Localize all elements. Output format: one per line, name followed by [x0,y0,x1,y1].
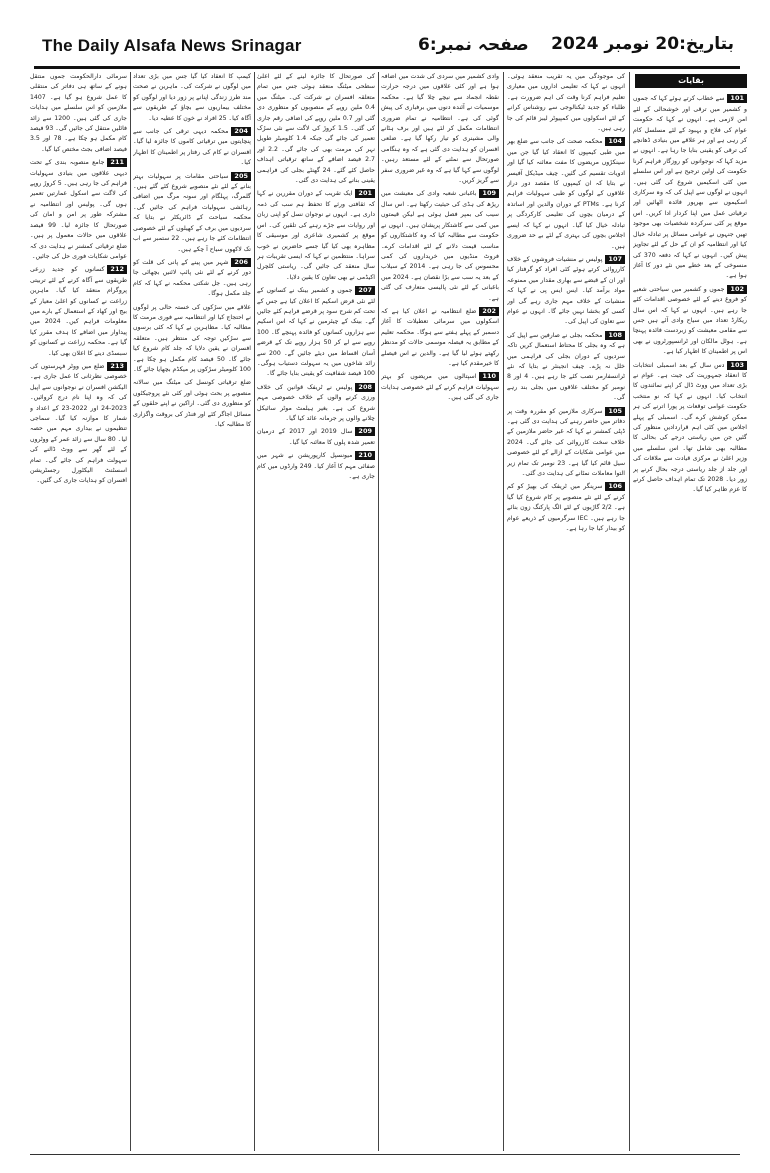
article-paragraph [507,407,625,480]
article-paragraph [257,189,375,283]
article-text: سرینگر میں ٹریفک کی بھیڑ کو کم کرنے کے لئے نئے منصوبے پر کام شروع کیا گیا ہے۔ 2/2 گاڑیوں کے لئے الگ پارکنگ زون بنائے جا رہے ہیں۔ IEC سرگرمیوں کے ذریعے عوام کو بیدار کیا جا رہا ہے۔ [507,483,625,533]
article-text: سال 2019 اور 2017 کے درمیان تعمیر شدہ پلوں کا معائنہ کیا گیا۔ [257,428,375,446]
article-text: ایک تقریب کے دوران مقررین نے کہا کہ ثقافتی ورثے کا تحفظ ہم سب کی ذمہ داری ہے۔ انہوں نے نوجوان نسل کو اپنی زبان اور روایات سے جڑے رہنے کی تلقین کی۔ اس موقع پر کشمیری شاعری اور موسیقی کا مظاہرہ بھی کیا گیا جسے حاضرین نے خوب سراہا۔ منتظمین نے کہا کہ ایسی تقریبات ہر سال منعقد کی جائیں گی۔ ریاستی کلچرل اکیڈمی نے بھی تعاون کا یقین دلایا۔ [257,190,375,281]
article-paragraph [30,265,127,359]
continuation-number: 201 [355,189,375,198]
header-rule [34,66,740,69]
article-paragraph [133,378,251,430]
masthead [34,30,740,64]
article-text: جامع منصوبہ بندی کے تحت دیہی علاقوں میں بنیادی سہولیات فراہم کی جا رہی ہیں۔ 5 کروڑ روپے کی لاگت سے اسکول عمارتیں تعمیر ہوں گی۔ پولیس اور انتظامیہ نے مشترکہ طور پر امن و امان کی صورتحال کا جائزہ لیا۔ 99 فیصد علاقوں میں حالات معمول پر ہیں۔ ضلع ترقیاتی کمشنر نے ہدایت دی کہ عوامی شکایات فوری حل کی جائیں۔ [30,159,127,260]
article-text: محکمہ بجلی نے صارفین سے اپیل کی ہے کہ وہ بجلی کا محتاط استعمال کریں تاکہ سردیوں کے دوران بجلی کی فراہمی میں خلل نہ پڑے۔ چیف انجینئر نے بتایا کہ نئے ٹرانسفارمر نصب کئے جا رہے ہیں۔ 4 اور 8 نومبر کو مختلف علاقوں میں بجلی بند رہے گی۔ [507,331,625,402]
column-5 [133,72,251,1151]
section-title: بقایات [635,74,747,88]
article-paragraph [633,285,747,358]
column-divider [629,72,630,1151]
article-paragraph [133,303,251,376]
article-paragraph [381,189,499,303]
continuation-number: 106 [605,482,625,491]
article-text: ضلع ترقیاتی کونسل کی میٹنگ میں سالانہ منصوبے پر بحث ہوئی اور کئی نئے پروجیکٹوں کو منظوری دی گئی۔ اراکین نے اپنے حلقوں کے مسائل اجاگر کئے اور فنڈز کی بروقت واگزاری کا مطالبہ کیا۔ [133,379,251,428]
article-text: سیاحتی مقامات پر سہولیات بہتر بنانے کے لئے نئے منصوبے شروع کئے گئے ہیں۔ گلمرگ، پہلگام اور سونہ مرگ میں اضافی رہائشی سہولیات فراہم کی جائیں گی۔ محکمہ سیاحت کے ڈائریکٹر نے بتایا کہ سردیوں میں برف کے کھیلوں کے لئے خصوصی انتظامات کئے جا رہے ہیں۔ 22 ستمبر سے اب تک لاکھوں سیاح آ چکے ہیں۔ [133,172,251,253]
continuation-number: 108 [605,331,625,340]
article-text: سے خطاب کرتے ہوئے کہا کہ جموں و کشمیر میں ترقی اور خوشحالی کے لئے امن لازمی ہے۔ انہوں نے کہا کہ حکومت عوام کی فلاح و بہبود کے لئے مسلسل کام کر رہی ہے اور ہر علاقے میں بنیادی ڈھانچے کی ترقی کو یقینی بنایا جا رہا ہے۔ انہوں نے مزید کہا کہ نوجوانوں کو روزگار فراہم کرنا حکومت کی اولین ترجیح ہے اور اس سلسلے میں کئی اسکیمیں شروع کی گئی ہیں۔ انہوں نے لوگوں سے اپیل کی کہ وہ سرکاری اسکیموں سے بھرپور فائدہ اٹھائیں اور ترقیاتی عمل میں اپنا کردار ادا کریں۔ اس موقع پر کئی سرکردہ شخصیات بھی موجود تھیں جنہوں نے عوامی مسائل پر تبادلہ خیال کیا اور انتظامیہ کو ان کے حل کے لئے تجاویز پیش کیں۔ انہوں نے کہا کہ دفعہ 370 کی منسوخی کے بعد خطے میں نئے دور کا آغاز ہوا ہے۔ [633,95,747,280]
article-text: جموں و کشمیر میں سیاحتی شعبے کو فروغ دینے کے لئے خصوصی اقدامات کئے جا رہے ہیں۔ انہوں نے کہا کہ اس سال ریکارڈ تعداد میں سیاح وادی آئے ہیں جس سے مقامی معیشت کو زبردست فائدہ پہنچا ہے۔ ہوٹل مالکان اور ٹرانسپورٹروں نے بھی اس پر اطمینان کا اظہار کیا ہے۔ [633,285,747,356]
continuation-number: 210 [355,451,375,460]
column-6 [30,72,127,1151]
article-paragraph [507,331,625,404]
article-text: ضلع میں ووٹر فہرستوں کی خصوصی نظرثانی کا عمل جاری ہے۔ الیکشن افسران نے نوجوانوں سے اپیل کی کہ وہ اپنا نام درج کروائیں۔ 2023-24 اور 2022-23 کے اعداد و شمار کا موازنہ کیا گیا۔ سماجی تنظیموں نے بیداری مہم میں حصہ لیا۔ 80 سال سے زائد عمر کے ووٹروں کے لئے گھر سے ووٹ ڈالنے کی سہولت فراہم کی جائے گی۔ تمام اسسٹنٹ الیکٹورل رجسٹریشن افسران کو ہدایات جاری کی گئیں۔ [30,362,127,485]
column-1 [633,72,747,1151]
continuation-number: 109 [479,189,499,198]
article-paragraph [257,72,375,186]
article-paragraph [133,258,251,300]
article-paragraph [507,137,625,251]
article-paragraph [633,361,747,496]
article-paragraph [257,451,375,482]
article-paragraph [133,127,251,169]
article-paragraph [381,307,499,369]
article-paragraph [633,94,747,281]
article-paragraph [257,427,375,448]
article-text: سرکاری ملازمین کو مقررہ وقت پر دفاتر میں حاضر رہنے کی ہدایت دی گئی ہے۔ ڈپٹی کمشنر نے کہا کہ غیر حاضر ملازمین کے خلاف سخت کارروائی کی جائے گی۔ 2024 میں عوامی شکایات کے ازالے کے لئے خصوصی سیل قائم کیا گیا ہے۔ 23 نومبر تک تمام زیر التوا معاملات نمٹانے کی ہدایت دی گئی۔ [507,407,625,478]
column-4 [257,72,375,1151]
article-text: سرمائی دارالحکومت جموں منتقل ہونے کے ساتھ ہی دفاتر کی منتقلی کا عمل شروع ہو گیا ہے۔ 1407 ملازمین کو اس سلسلے میں ہدایات جاری کی گئی ہیں۔ 1200 سے زائد فائلیں منتقل کی جائیں گی۔ 93 فیصد کام مکمل ہو چکا ہے۔ 78 اور 3.5 فیصد اضافی بجٹ مختص کیا گیا۔ [30,73,127,153]
continuation-number: 105 [605,407,625,416]
article-text: کی صورتحال کا جائزہ لینے کے لئے اعلیٰ سطحی میٹنگ منعقد ہوئی جس میں تمام متعلقہ افسران نے شرکت کی۔ میٹنگ میں 0.4 ملین روپے کے منصوبوں کو منظوری دی گئی اور 0.7 ملین روپے کی اضافی رقم جاری کی گئی۔ 1.5 کروڑ کی لاگت سے نئی سڑک تعمیر کی جائے گی جبکہ 1.4 کلومیٹر طویل نہر کی مرمت بھی کی جائے گی۔ 2.2 اور 2.7 فیصد اضافے کے ساتھ ترقیاتی اہداف حاصل کئے گئے۔ 24 گھنٹے بجلی کی فراہمی یقینی بنانے کی ہدایت دی گئی۔ [257,73,375,185]
column-divider [254,72,255,1151]
continuation-number: 204 [231,127,251,136]
continuation-number: 207 [355,286,375,295]
article-text: وادی کشمیر میں سردی کی شدت میں اضافہ ہوا ہے اور کئی علاقوں میں درجہ حرارت نقطہ انجماد سے نیچے چلا گیا ہے۔ محکمہ موسمیات نے آئندہ دنوں میں برفباری کی پیش گوئی کی ہے۔ انتظامیہ نے تمام ضروری انتظامات مکمل کر لئے ہیں اور برف ہٹانے والی مشینری کو تیار رکھا گیا ہے۔ ضلعی افسران کو ہدایت دی گئی ہے کہ وہ ہنگامی صورتحال سے نمٹنے کے لئے مستعد رہیں۔ لوگوں سے کہا گیا ہے کہ وہ غیر ضروری سفر سے گریز کریں۔ [381,73,499,185]
continuation-number: 213 [107,362,127,371]
article-text: محکمہ صحت کی جانب سے ضلع بھر میں طبی کیمپوں کا انعقاد کیا گیا جن میں سینکڑوں مریضوں کا مفت معائنہ کیا گیا اور ادویات تقسیم کی گئیں۔ چیف میڈیکل آفیسر نے بتایا کہ ان کیمپوں کا مقصد دور دراز علاقوں کے لوگوں کو طبی سہولیات فراہم کرنا ہے۔ PTMs کے دوران والدین اور اساتذہ کے درمیان بچوں کی تعلیمی کارکردگی پر تبادلہ خیال کیا گیا۔ انہوں نے کہا کہ ایسے اجلاس بچوں کی بہتری کے لئے بے حد ضروری ہیں۔ [507,138,625,250]
article-text: محکمہ دیہی ترقی کی جانب سے پنچایتوں میں ترقیاتی کاموں کا جائزہ لیا گیا۔ افسران نے کام کی رفتار پر اطمینان کا اظہار کیا۔ [133,128,251,167]
article-text: کیمپ کا انعقاد کیا گیا جس میں بڑی تعداد میں لوگوں نے شرکت کی۔ ماہرین نے صحت مند طرز زندگی اپنانے پر زور دیا اور لوگوں کو مختلف بیماریوں سے بچاؤ کے طریقوں سے آگاہ کیا۔ 25 افراد نے خون کا عطیہ دیا۔ [133,73,251,122]
page-number: صفحہ نمبر:6 [418,35,529,55]
continuation-number: 102 [727,285,747,294]
article-paragraph [257,286,375,380]
continuation-number: 209 [355,427,375,436]
article-text: ضلع انتظامیہ نے اعلان کیا ہے کہ اسکولوں میں سرمائی تعطیلات کا آغاز دسمبر کے پہلے ہفتے سے ہوگا۔ محکمہ تعلیم کے مطابق یہ فیصلہ موسمی حالات کو مدنظر رکھتے ہوئے لیا گیا ہے۔ والدین نے اس فیصلے کا خیرمقدم کیا ہے۔ [381,307,499,367]
article-text: پولیس نے ٹریفک قوانین کی خلاف ورزی کرنے والوں کے خلاف خصوصی مہم شروع کی ہے۔ بغیر ہیلمٹ موٹر سائیکل چلانے والوں پر جرمانہ عائد کیا گیا۔ [257,383,375,422]
column-divider [130,72,131,1151]
continuation-number: 208 [355,383,375,392]
article-paragraph [507,255,625,328]
continuation-number: 202 [479,307,499,316]
article-paragraph [30,362,127,487]
column-3 [381,72,499,1151]
article-text: کسانوں کو جدید زرعی طریقوں سے آگاہ کرنے کے لئے تربیتی پروگرام منعقد کیا گیا۔ ماہرین زراعت نے کسانوں کو اعلیٰ معیار کے بیج اور کھاد کے استعمال کے بارے میں معلومات فراہم کیں۔ 2024 میں پیداوار میں اضافے کا ہدف مقرر کیا گیا ہے۔ محکمہ زراعت نے کسانوں کو سبسڈی دینے کا اعلان بھی کیا۔ [30,266,127,357]
article-text: جموں و کشمیر بینک نے کسانوں کے لئے نئی قرض اسکیم کا اعلان کیا ہے جس کے تحت کم شرح سود پر قرضے فراہم کئے جائیں گے۔ بینک کے چیئرمین نے کہا کہ اس اسکیم سے ہزاروں کسانوں کو فائدہ پہنچے گا۔ 100 روپے سے لے کر 50 ہزار روپے تک کے قرضے آسان اقساط میں دیئے جائیں گے۔ 200 سے زائد شاخوں میں یہ سہولت دستیاب ہوگی۔ 100 فیصد شفافیت کو یقینی بنایا جائے گا۔ [257,287,375,378]
continuation-number: 212 [107,265,127,274]
article-paragraph [507,482,625,534]
continuation-number: 205 [231,172,251,181]
paper-name: The Daily Alsafa News Srinagar [42,36,302,55]
continuation-number: 110 [479,372,499,381]
article-paragraph [257,383,375,425]
continuation-number: 103 [727,361,747,370]
article-paragraph [30,72,127,155]
article-paragraph [133,172,251,255]
continuation-number: 211 [107,158,127,167]
article-text: دس سال کے بعد اسمبلی انتخابات کا انعقاد جمہوریت کی جیت ہے۔ عوام نے بڑی تعداد میں ووٹ ڈال کر اپنے نمائندوں کا انتخاب کیا۔ انہوں نے کہا کہ نو منتخب حکومت عوامی توقعات پر پورا اترنے کی ہر ممکن کوشش کرے گی۔ اسمبلی کے پہلے اجلاس میں کئی اہم قراردادیں منظور کی گئیں جن میں ریاستی درجے کی بحالی کا مطالبہ بھی شامل تھا۔ اس سلسلے میں وزیر اعلیٰ نے مرکزی قیادت سے ملاقات کی اور جلد از جلد ریاستی درجہ بحال کرنے پر زور دیا۔ 2028 تک تمام اہداف حاصل کرنے کا عزم ظاہر کیا گیا۔ [633,361,747,494]
article-paragraph [133,72,251,124]
article-paragraph [381,372,499,403]
continuation-number: 107 [605,255,625,264]
column-divider [503,72,504,1151]
footer-rule [30,1154,740,1155]
continuation-number: 104 [605,137,625,146]
column-2 [507,72,625,1151]
article-paragraph [507,72,625,134]
article-text: باغبانی شعبہ وادی کی معیشت میں ریڑھ کی ہڈی کی حیثیت رکھتا ہے۔ اس سال سیب کی بمپر فصل ہوئی ہے لیکن قیمتوں میں کمی سے کاشتکار پریشان ہیں۔ انہوں نے حکومت سے مطالبہ کیا کہ وہ کاشتکاروں کو مناسب قیمت دلانے کے لئے اقدامات کرے۔ فروٹ منڈیوں میں خریداروں کی کمی محسوس کی جا رہی ہے۔ 2014 کے سیلاب کے بعد یہ سب سے بڑا نقصان ہے۔ 2024 میں باغبانی کے لئے نئی پالیسی متعارف کی گئی ہے۔ [381,190,499,302]
article-text: شہر میں پینے کے پانی کی قلت کو دور کرنے کے لئے نئی پائپ لائنیں بچھائی جا رہی ہیں۔ جل شکتی محکمہ نے کہا کہ کام جلد مکمل ہوگا۔ [133,258,251,298]
article-text: میونسپل کارپوریشن نے شہر میں صفائی مہم کا آغاز کیا۔ 249 وارڈوں میں کام جاری ہے۔ [257,452,375,481]
continuation-number: 206 [231,258,251,267]
article-text: علاقے میں سڑکوں کی خستہ حالی پر لوگوں نے احتجاج کیا اور انتظامیہ سے فوری مرمت کا مطالبہ کیا۔ مظاہرین نے کہا کہ کئی برسوں سے سڑکیں توجہ کی منتظر ہیں۔ متعلقہ افسران نے یقین دلایا کہ جلد کام شروع کیا جائے گا۔ 50 فیصد کام مکمل ہو چکا ہے۔ 100 کلومیٹر سڑکوں پر میکڈم بچھایا جائے گا۔ [133,303,251,373]
article-paragraph [381,72,499,186]
article-paragraph [30,158,127,262]
continuation-number: 101 [727,94,747,103]
article-text: اسپتالوں میں مریضوں کو بہتر سہولیات فراہم کرنے کے لئے خصوصی ہدایات جاری کی گئی ہیں۔ [381,373,499,402]
article-text: پولیس نے منشیات فروشوں کے خلاف کارروائی کرتے ہوئے کئی افراد کو گرفتار کیا اور ان کے قبضے سے بھاری مقدار میں ممنوعہ مواد برآمد کیا۔ ایس ایس پی نے کہا کہ منشیات کے خلاف مہم جاری رہے گی اور کسی کو بخشا نہیں جائے گا۔ انہوں نے عوام سے تعاون کی اپیل کی۔ [507,255,625,326]
column-divider [378,72,379,1151]
article-text: کی موجودگی میں یہ تقریب منعقد ہوئی۔ انہوں نے کہا کہ تعلیمی اداروں میں معیاری تعلیم فراہم کرنا وقت کی اہم ضرورت ہے۔ طلباء کو جدید ٹیکنالوجی سے روشناس کرانے کے لئے اسکولوں میں کمپیوٹر لیبز قائم کی جا رہی ہیں۔ [507,73,625,133]
issue-date: بتاریخ:20 نومبر 2024 [551,34,734,54]
